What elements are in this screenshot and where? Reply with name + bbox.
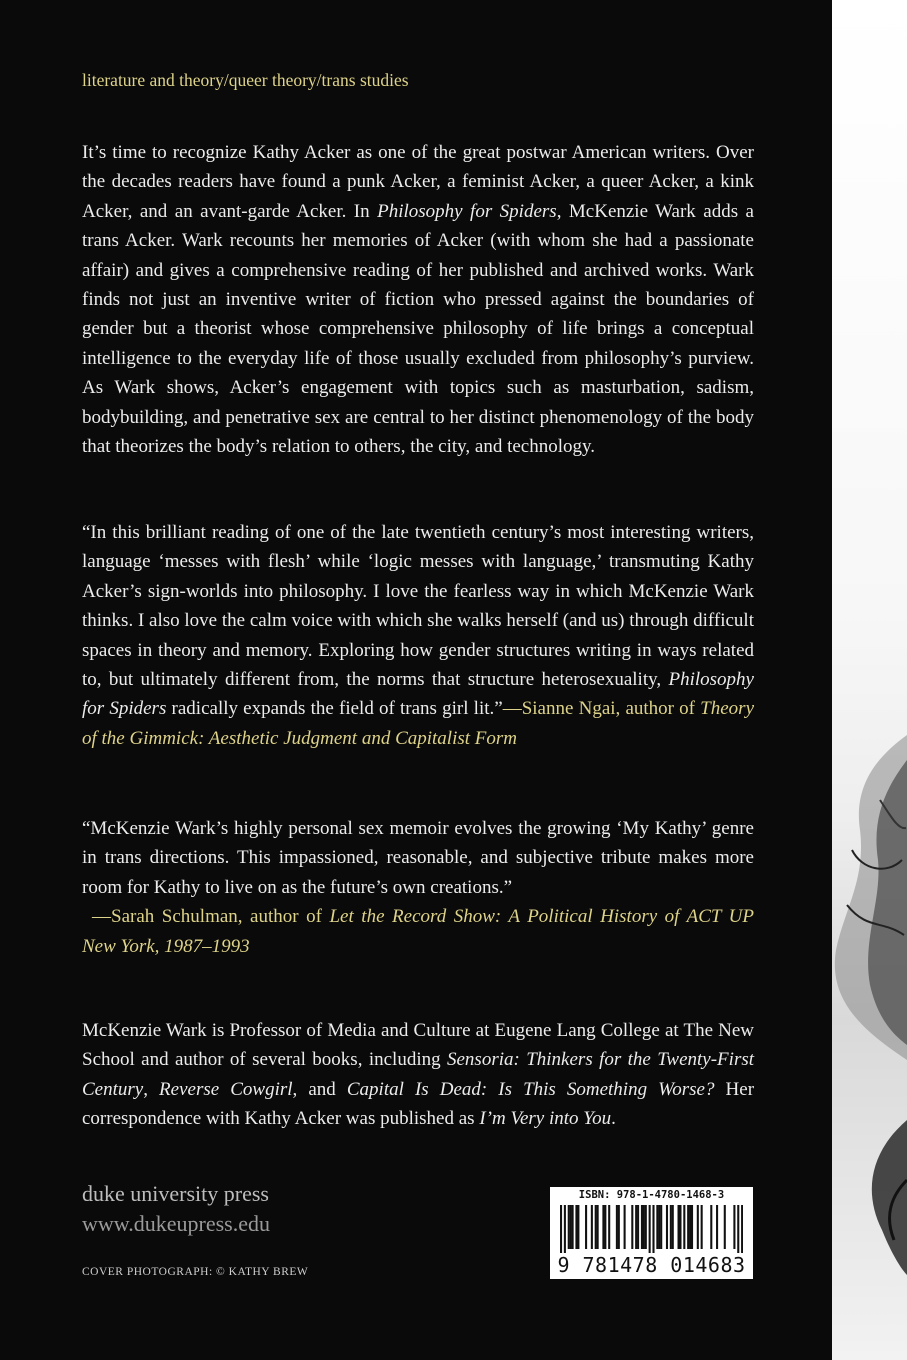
blurb-ngai-book-title: Philosophy for Spiders <box>82 669 754 720</box>
blurb-ngai-attribution: —Sianne Ngai, author of <box>502 698 701 720</box>
bio-book-1: Sensoria: Thinkers for the Twenty-First Century <box>82 1049 755 1100</box>
blurb-ngai <box>82 518 754 753</box>
barcode-bar <box>597 1205 599 1249</box>
barcode-bar <box>616 1205 618 1249</box>
bio-separator-1: , <box>143 1078 160 1100</box>
barcode-bar <box>637 1205 639 1249</box>
barcode-bar <box>568 1205 570 1249</box>
blurb-schulman-attribution: —Sarah Schulman, author of <box>92 906 330 928</box>
barcode-bar <box>649 1205 651 1253</box>
barcode-bar <box>741 1205 743 1253</box>
barcode-bar <box>678 1205 680 1249</box>
description <box>82 138 754 461</box>
barcode-bar <box>666 1205 668 1249</box>
cover-photograph <box>832 0 907 1360</box>
barcode-bar <box>635 1205 637 1249</box>
barcode-bar <box>691 1205 693 1249</box>
blurb-ngai-attribution-title: Theory of the Gimmick: Aesthetic Judgment and Capitalist Form <box>82 698 754 749</box>
barcode-bar <box>710 1205 712 1249</box>
blurb-schulman <box>82 814 754 961</box>
blurb-schulman-text: “McKenzie Wark’s highly personal sex memoir evolves the growing ‘My Kathy’ genre in trans directions. This impassioned, reasonable, and subjective tribute makes more room for Kathy to live on as the future’s own creations.” <box>82 818 754 898</box>
barcode-bar <box>672 1205 674 1249</box>
bio-separator-2: , and <box>292 1078 347 1100</box>
description-part-2: , McKenzie Wark adds a trans Acker. Wark recounts her memories of Acker (with whom she had a passionate affair) and gives a comprehensive reading of her published and archived works. Wark finds not just an inventive writer of fiction who pressed against the boundaries of gender but a theorist whose comprehensive philosophy of life brings a conceptual intelligence to the everyday life of those usually excluded from philosophy’s purview. As Wark shows, Acker’s engagement with topics such as masturbation, sadism, bodybuilding, and penetrative sex are central to her distinct phenomenology of the body that theorizes the body’s relation to others, the city, and technology. <box>82 200 754 458</box>
barcode-bars <box>560 1205 743 1253</box>
author-bio <box>82 1016 754 1134</box>
barcode-bar <box>689 1205 691 1249</box>
barcode-bar <box>658 1205 660 1249</box>
bio-book-4: I’m Very into You <box>479 1108 612 1130</box>
bio-text-c: . <box>611 1108 616 1130</box>
bio-text-b: Her correspondence with Kathy Acker was published as <box>82 1078 755 1130</box>
barcode-bar <box>641 1205 643 1249</box>
barcode-bar <box>575 1205 577 1249</box>
bio-book-3: Capital Is Dead: Is This Something Worse? <box>346 1078 715 1100</box>
barcode-bar <box>608 1205 610 1249</box>
barcode-bar <box>724 1205 726 1249</box>
barcode-bar <box>604 1205 606 1249</box>
barcode-bar <box>643 1205 645 1249</box>
blurb-ngai-text-a: “In this brilliant reading of one of the late twentieth century’s most interesting writers, language ‘messes with flesh’ while ‘logic messes with language,’ transmuting Kathy Acker’s sign-worlds into philosophy. I love the fearless way in which McKenzie Wark thinks. I also love the calm voice with which she walks herself (and us) through difficult spaces in theory and memory. Exploring how gender structures writing in ways related to, but ultimately different from, the norms that structure heterosexuality, <box>82 522 754 691</box>
barcode-bar <box>560 1205 562 1253</box>
barcode-bar <box>572 1205 574 1249</box>
category-label: literature and theory/queer theory/trans studies <box>82 70 409 90</box>
barcode-bar <box>624 1205 626 1249</box>
barcode-bar <box>585 1205 587 1249</box>
barcode-bar <box>679 1205 681 1249</box>
bio-text-a: McKenzie Wark is Professor of Media and Culture at Eugene Lang College at The New School and author of several books, including <box>82 1020 754 1071</box>
blurb-schulman-attribution-title: Let the Record Show: A Political History of ACT UP New York, 1987–1993 <box>82 906 754 957</box>
barcode-bar <box>577 1205 579 1249</box>
barcode-digits: 9 781478 014683 <box>557 1253 746 1277</box>
barcode-bar <box>656 1205 658 1249</box>
barcode-bar <box>660 1205 662 1249</box>
barcode-bar <box>652 1205 654 1253</box>
barcode-bar <box>631 1205 633 1249</box>
barcode-bar <box>670 1205 672 1249</box>
cover-photograph-strip <box>832 0 907 1360</box>
barcode-bar <box>701 1205 703 1249</box>
barcode-bar <box>618 1205 620 1249</box>
description-book-title: Philosophy for Spiders <box>377 200 557 222</box>
bio-book-2: Reverse Cowgirl <box>159 1078 293 1100</box>
barcode-bar <box>687 1205 689 1249</box>
barcode-bar <box>570 1205 572 1249</box>
barcode-bar <box>716 1205 718 1249</box>
photo-credit: COVER PHOTOGRAPH: © KATHY BREW <box>82 1266 309 1278</box>
barcode-bar <box>564 1205 566 1253</box>
barcode-bar <box>591 1205 593 1249</box>
publisher-url[interactable]: www.dukeupress.edu <box>82 1211 270 1236</box>
barcode-bar <box>602 1205 604 1249</box>
description-part-1: It’s time to recognize Kathy Acker as one of the great postwar American writers. Over the decades readers have found a punk Acker, a feminist Acker, a queer Acker, a kink Acker, and an avant-garde Acker. In <box>82 142 754 222</box>
isbn-barcode <box>550 1187 753 1279</box>
isbn-label: ISBN: 978-1-4780-1468-3 <box>578 1189 725 1201</box>
barcode-bar <box>595 1205 597 1249</box>
barcode-bar <box>733 1205 735 1249</box>
barcode-bar <box>697 1205 699 1249</box>
barcode-bar <box>645 1205 647 1249</box>
barcode-bar <box>683 1205 685 1249</box>
blurb-ngai-text-b: radically expands the field of trans girl lit.” <box>166 698 503 720</box>
publisher-name: duke university press <box>82 1181 269 1206</box>
barcode-bar <box>737 1205 739 1253</box>
